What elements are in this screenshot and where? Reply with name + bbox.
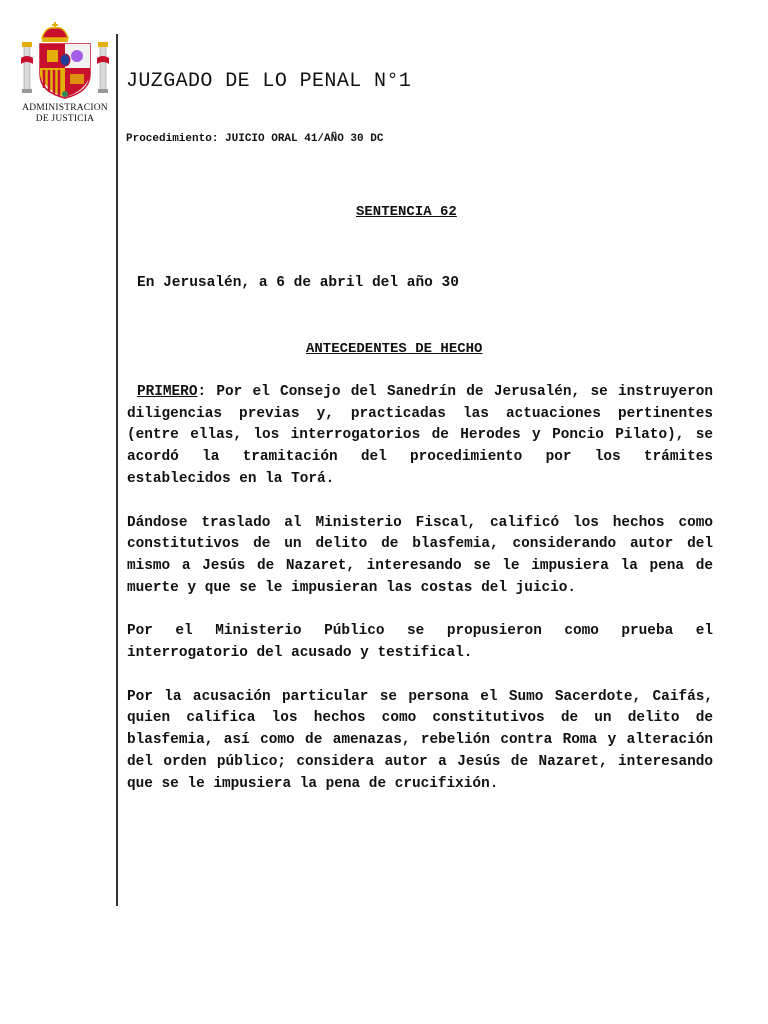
sentence-title: SENTENCIA 62 bbox=[356, 204, 457, 220]
emblem-caption-line1: ADMINISTRACION bbox=[22, 103, 108, 113]
paragraph-ministerio-publico: Por el Ministerio Público se propusieron como prueba el interrogatorio del acusado y testifical. bbox=[127, 623, 713, 662]
paragraph-fiscal: Dándose traslado al Ministerio Fiscal, calificó los hechos como constitutivos de un delito de blasfemia, considerando autor del mismo a Jesús de Nazaret, interesando se le impusiera la pena de muerte y que se le impusieran las costas del juicio. bbox=[127, 514, 713, 596]
administracion-justicia-logo bbox=[18, 18, 112, 128]
section-title: ANTECEDENTES DE HECHO bbox=[306, 341, 483, 357]
paragraph-primero bbox=[127, 382, 713, 491]
margin-rule bbox=[116, 34, 118, 906]
place-date-line: En Jerusalén, a 6 de abril del año 30 bbox=[137, 275, 459, 291]
paragraph-primero-text: : Por el Consejo del Sanedrín de Jerusalén, se instruyeron diligencias previas y, practicadas las actuaciones pertinentes (entre ellas, los interrogatorios de Herodes y Poncio Pilato), se acordó la tramitación del procedimiento por los trámites establecidos en la Torá. bbox=[127, 384, 713, 487]
emblem-caption-line2: DE JUSTICIA bbox=[35, 114, 95, 124]
paragraph-acusacion-particular: Por la acusación particular se persona el Sumo Sacerdote, Caifás, quien califica los hechos como constitutivos de un delito de blasfemia, así como de amenazas, rebelión contra Roma y alteración del orden público; considera autor a Jesús de Nazaret, interesando que se le impusiera la pena de crucifixión. bbox=[127, 688, 713, 792]
procedure-line: Procedimiento: JUICIO ORAL 41/AÑO 30 DC bbox=[126, 133, 384, 145]
spanish-coat-of-arms-icon bbox=[18, 18, 112, 102]
primero-label: PRIMERO bbox=[137, 384, 198, 400]
court-title: JUZGADO DE LO PENAL N°1 bbox=[126, 70, 412, 93]
document-body bbox=[127, 382, 713, 817]
